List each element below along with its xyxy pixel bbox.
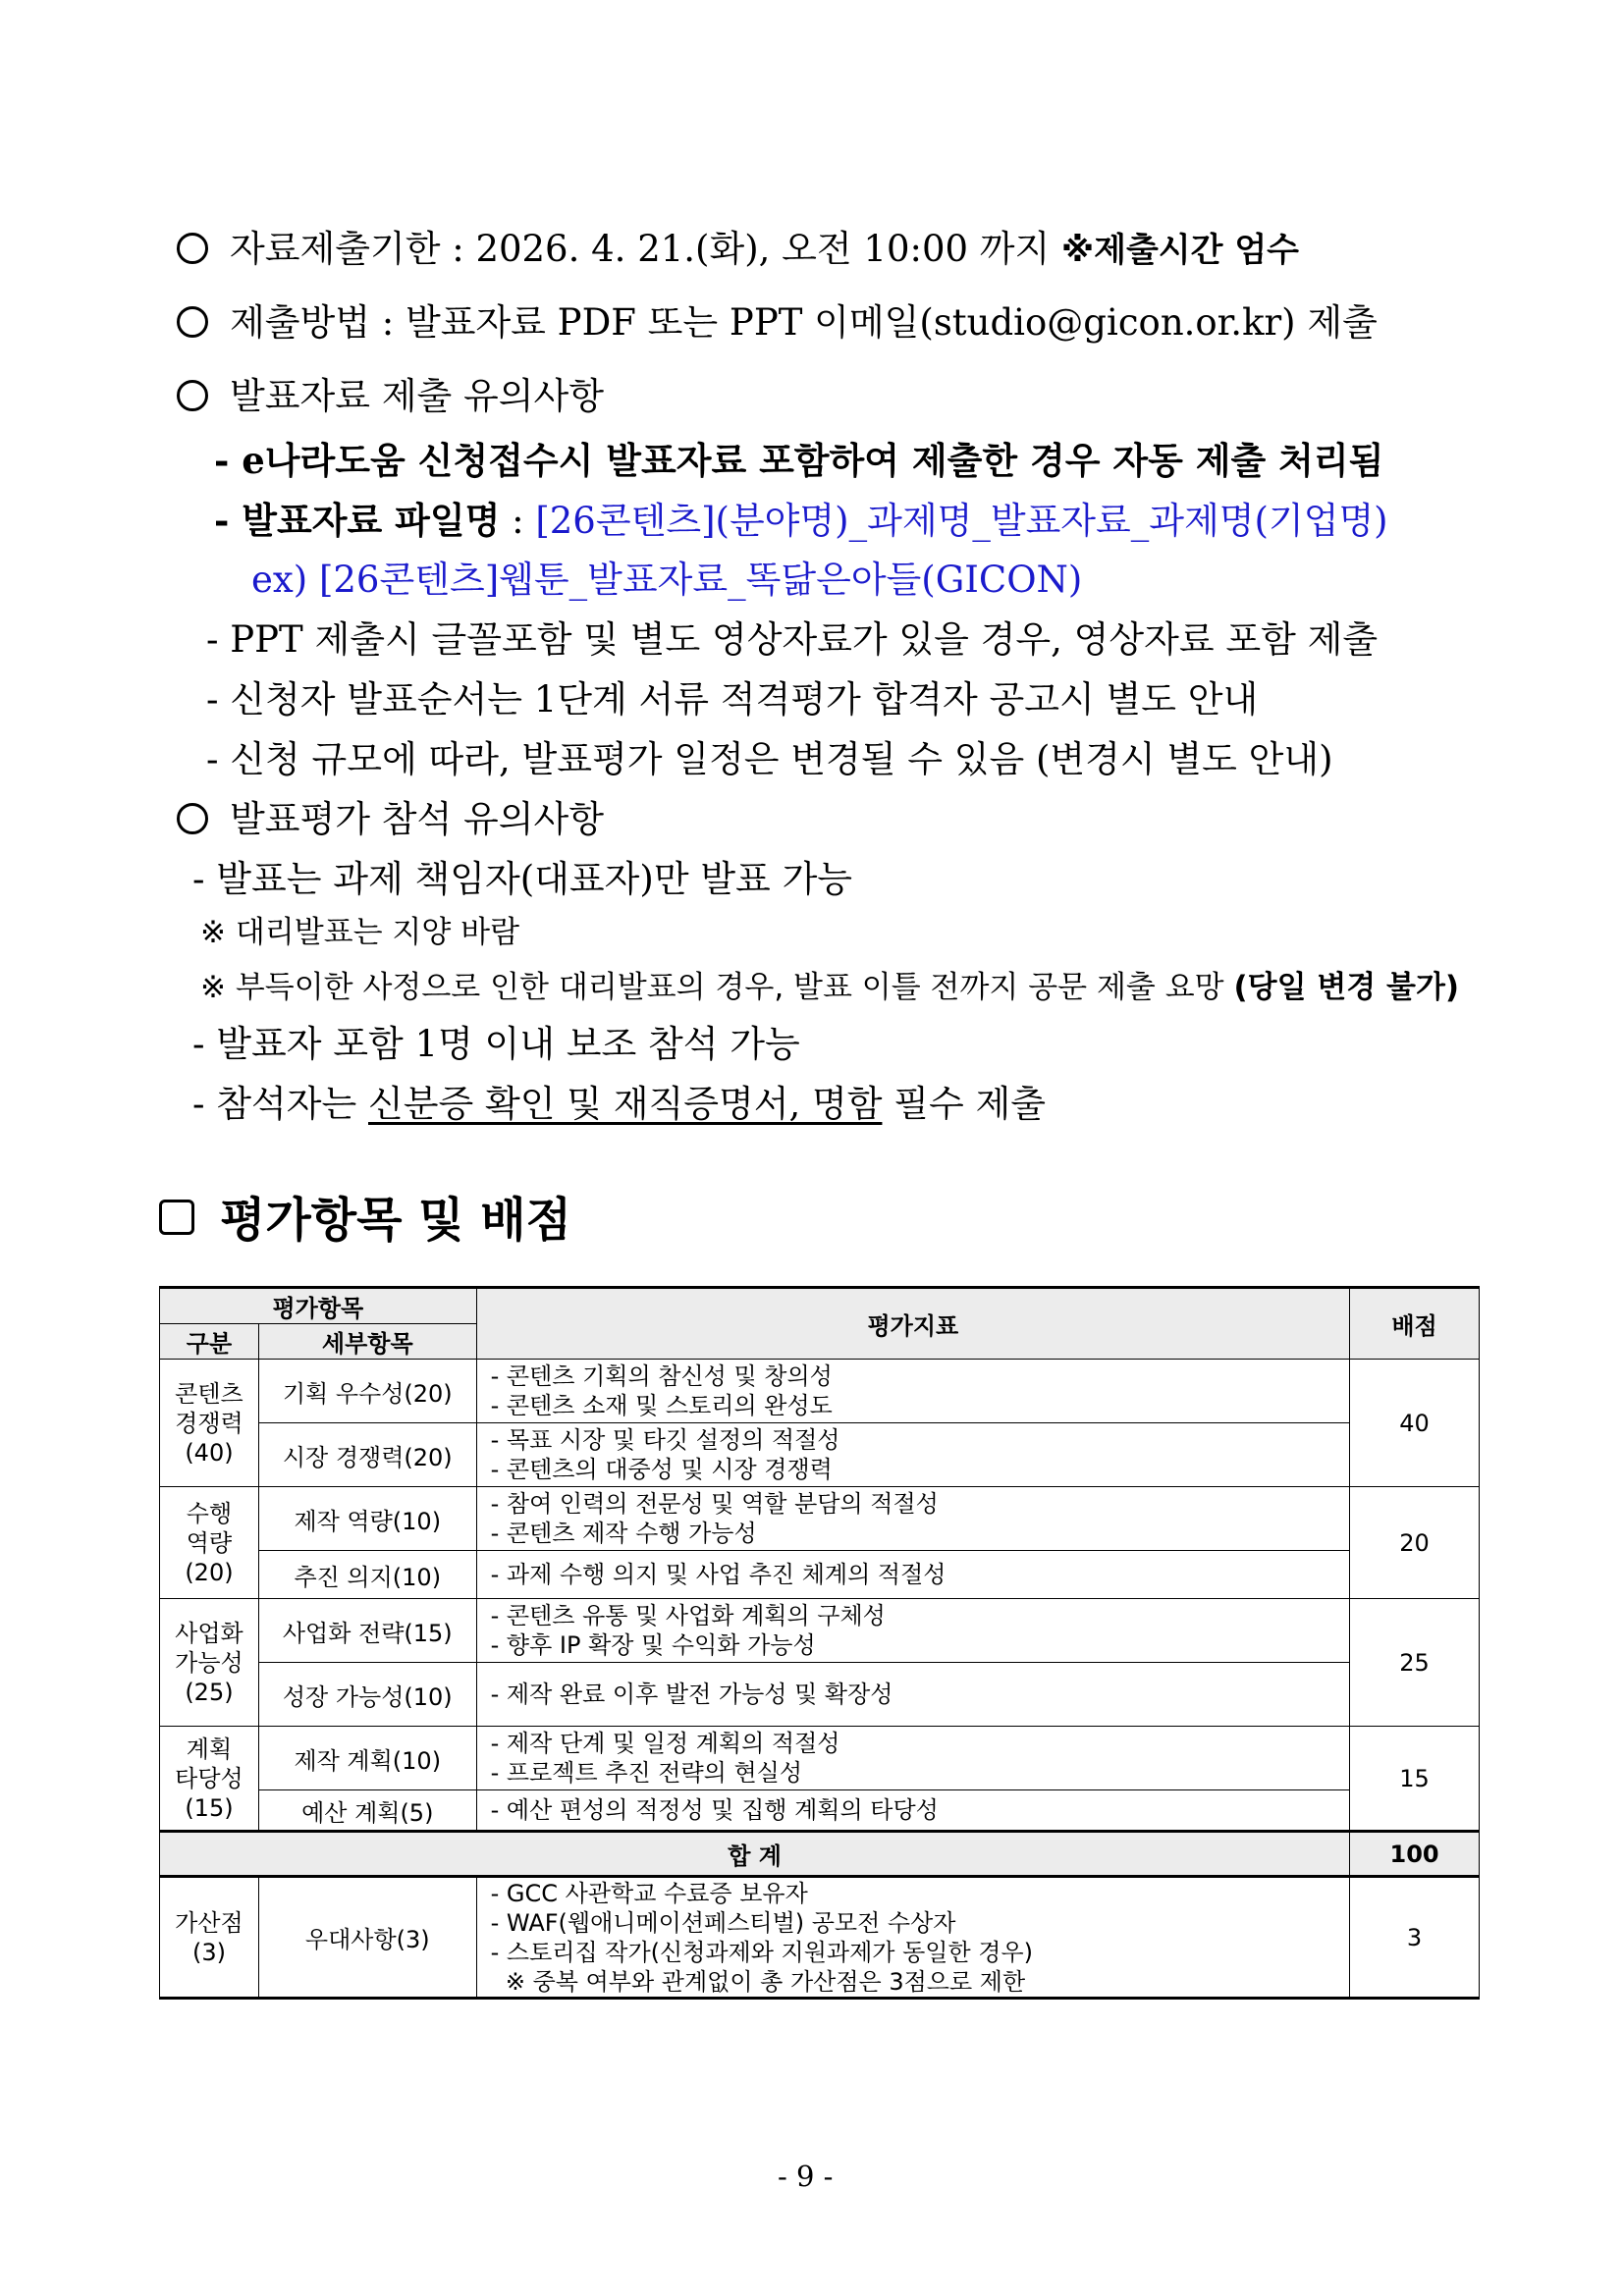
sub-item-cell: 사업화 전략(15) [258,1599,476,1663]
circle-bullet-icon [177,803,208,834]
header-category: 구분 [160,1324,259,1360]
indicator-line: - 예산 편성의 적정성 및 집행 계획의 타당성 [490,1796,939,1824]
indicator-cell [476,1663,1349,1727]
header-sub-item: 세부항목 [258,1324,476,1360]
indicator-line: - 향후 IP 확장 및 수익화 가능성 [490,1631,816,1659]
sub-item-cell: 제작 역량(10) [258,1487,476,1551]
attendance-item-3-underlined: 신분증 확인 및 재직증명서, 명함 [368,1083,883,1125]
note-ppt-fonts: - PPT 제출시 글꼴포함 및 별도 영상자료가 있을 경우, 영상자료 포함 제출 [206,618,1379,661]
header-indicator: 평가지표 [476,1288,1349,1360]
score-cell: 25 [1350,1599,1480,1727]
method-line [177,301,1378,345]
table-row [160,1487,1480,1551]
note-auto-submit: - e나라도움 신청접수시 발표자료 포함하여 제출한 경우 자동 제출 처리됨 [214,439,1384,482]
attendance-item-3-suffix: 필수 제출 [882,1083,1046,1125]
indicator-line: - WAF(웹애니메이션페스티벌) 공모전 수상자 [490,1908,956,1937]
deadline-note: ※제출시간 엄수 [1061,231,1300,270]
sub-item-cell: 추진 의지(10) [258,1551,476,1599]
score-cell: 20 [1350,1487,1480,1599]
deadline-text: 자료제출기한 : 2026. 4. 21.(화), 오전 10:00 까지 [230,228,1062,270]
indicator-cell [476,1487,1349,1551]
filename-label: - 발표자료 파일명 [214,499,501,542]
circle-bullet-icon [177,306,208,338]
page-number: - 9 - [778,2160,834,2193]
table-row [160,1727,1480,1790]
indicator-line: - 콘텐츠 제작 수행 가능성 [490,1520,757,1547]
total-row [160,1832,1480,1877]
category-cell: 사업화 가능성 (25) [160,1599,259,1727]
note-schedule: - 신청 규모에 따라, 발표평가 일정은 변경될 수 있음 (변경시 별도 안내) [206,738,1333,780]
score-cell: 3 [1350,1877,1480,1999]
indicator-line: - 콘텐츠 기획의 참신성 및 창의성 [490,1362,833,1390]
indicator-line: - GCC 사관학교 수료증 보유자 [490,1879,808,1907]
table-row [160,1663,1480,1727]
indicator-cell [476,1360,1349,1423]
attendance-item-1: - 발표는 과제 책임자(대표자)만 발표 가능 [192,858,853,900]
indicator-cell [476,1423,1349,1487]
indicator-line: - 과제 수행 의지 및 사업 추진 체계의 적절성 [490,1561,947,1588]
indicator-line: - 콘텐츠 유통 및 사업화 계획의 구체성 [490,1602,886,1629]
method-text: 제출방법 : 발표자료 PDF 또는 PPT 이메일(studio@gicon.or.kr) 제출 [230,301,1378,344]
indicator-cell [476,1599,1349,1663]
indicator-cell [476,1877,1349,1999]
attendance-item-3 [192,1083,1046,1126]
sub-item-cell: 성장 가능성(10) [258,1663,476,1727]
deadline-line [177,228,1299,272]
indicator-line: - 목표 시장 및 타깃 설정의 적절성 [490,1426,840,1454]
category-cell: 가산점 (3) [160,1877,259,1999]
indicator-line: - 참여 인력의 전문성 및 역할 분담의 적절성 [490,1490,939,1518]
table-row [160,1423,1480,1487]
circle-bullet-icon [177,380,208,411]
note-filename [214,499,1388,543]
evaluation-table [159,1286,1480,2000]
indicator-cell [476,1551,1349,1599]
attendance-ref-1: ※ 대리발표는 지양 바람 [200,915,520,950]
sub-item-cell: 우대사항(3) [258,1877,476,1999]
attendance-item-2: - 발표자 포함 1명 이내 보조 참석 가능 [192,1023,800,1065]
category-cell: 수행 역량 (20) [160,1487,259,1599]
attendance-title [177,798,604,841]
attendance-ref-2 [200,968,1459,1007]
sub-item-cell: 기획 우수성(20) [258,1360,476,1423]
attendance-item-3-prefix: - 참석자는 [192,1083,368,1125]
sub-item-cell: 시장 경쟁력(20) [258,1423,476,1487]
square-bullet-icon [159,1200,194,1235]
circle-bullet-icon [177,233,208,264]
score-cell: 15 [1350,1727,1480,1832]
score-cell: 40 [1350,1360,1480,1487]
total-label: 합 계 [160,1832,1350,1877]
attendance-ref-2-text: ※ 부득이한 사정으로 인한 대리발표의 경우, 발표 이틀 전까지 공문 제출 요망 [200,970,1234,1005]
indicator-cell [476,1727,1349,1790]
sub-item-cell: 예산 계획(5) [258,1790,476,1832]
section-title: 평가항목 및 배점 [220,1193,571,1248]
attendance-ref-2-bold: (당일 변경 불가) [1233,970,1460,1005]
note-order: - 신청자 발표순서는 1단계 서류 적격평가 합격자 공고시 별도 안내 [206,678,1259,721]
header-score: 배점 [1350,1288,1480,1360]
indicator-line: - 프로젝트 추진 전략의 현실성 [490,1759,803,1787]
filename-sep: : [500,500,536,542]
filename-format: [26콘텐츠](분야명)_과제명_발표자료_과제명(기업명) [535,500,1388,542]
attendance-title-text: 발표평가 참석 유의사항 [230,798,604,840]
submission-notes-title [177,375,604,418]
total-score: 100 [1350,1832,1480,1877]
table-row [160,1599,1480,1663]
indicator-line: ※ 중복 여부와 관계없이 총 가산점은 3점으로 제한 [490,1967,1026,1996]
indicator-line: - 제작 단계 및 일정 계획의 적절성 [490,1730,840,1757]
section-heading [159,1193,571,1248]
sub-item-cell: 제작 계획(10) [258,1727,476,1790]
submission-notes-title-text: 발표자료 제출 유의사항 [230,375,604,417]
category-cell: 콘텐츠 경쟁력 (40) [160,1360,259,1487]
header-eval-item: 평가항목 [160,1288,477,1324]
bonus-row [160,1877,1480,1999]
indicator-cell [476,1790,1349,1832]
table-row [160,1360,1480,1423]
indicator-line: - 스토리집 작가(신청과제와 지원과제가 동일한 경우) [490,1938,1034,1966]
indicator-line: - 콘텐츠 소재 및 스토리의 완성도 [490,1392,833,1419]
indicator-line: - 콘텐츠의 대중성 및 시장 경쟁력 [490,1456,833,1483]
category-cell: 계획 타당성 (15) [160,1727,259,1832]
filename-example: ex) [26콘텐츠]웹툰_발표자료_똑닮은아들(GICON) [251,559,1083,601]
indicator-line: - 제작 완료 이후 발전 가능성 및 확장성 [490,1681,893,1708]
table-row [160,1790,1480,1832]
table-row [160,1551,1480,1599]
